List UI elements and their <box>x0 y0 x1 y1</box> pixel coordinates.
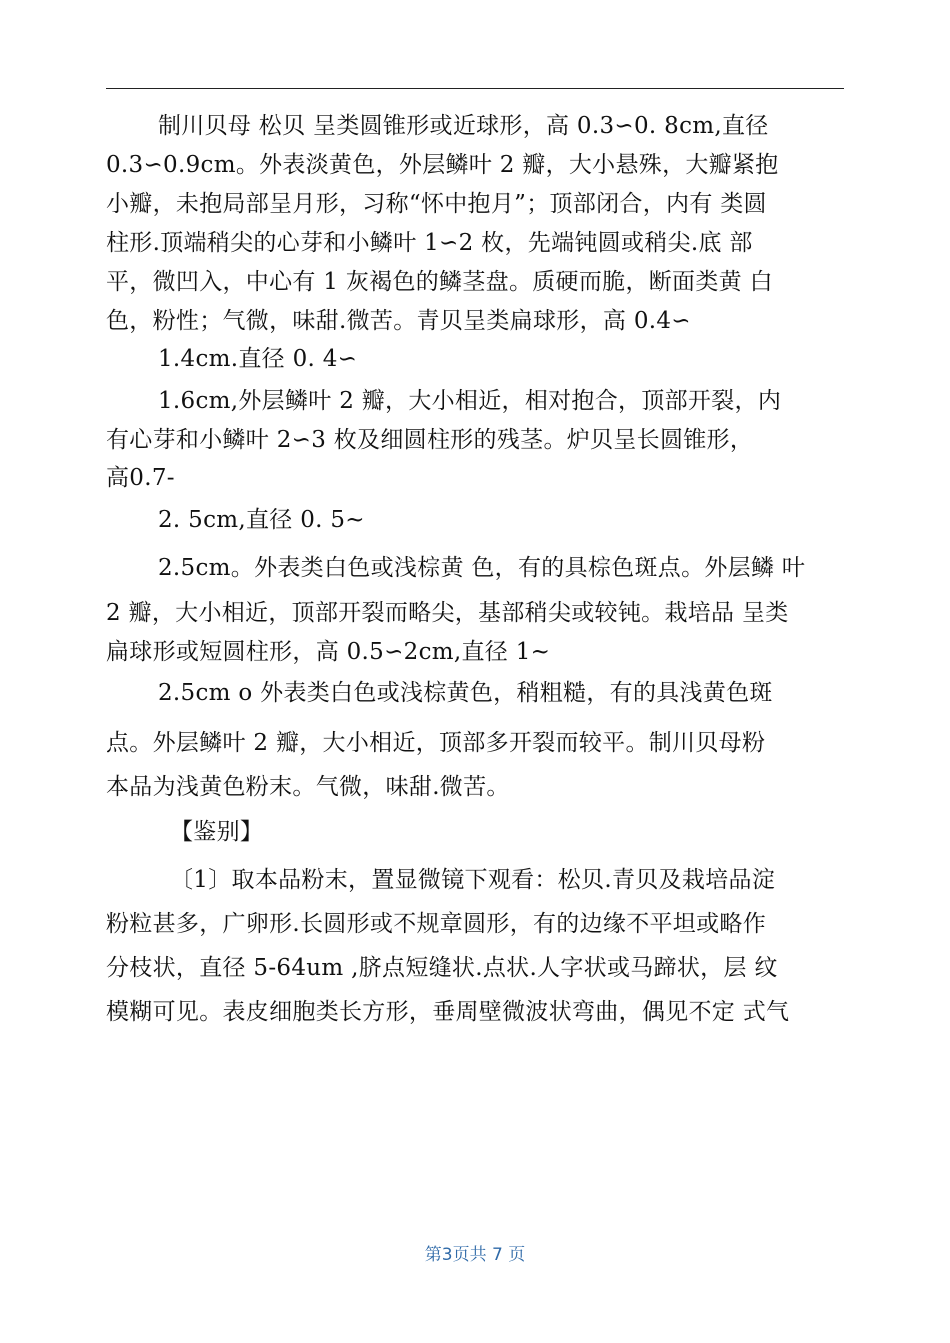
text-line: 〔1〕取本品粉末，置显微镜下观看：松贝.青贝及栽培品淀 <box>170 867 776 893</box>
text-line: 模糊可见。表皮细胞类长方形，垂周壁微波状弯曲，偶见不定 式气 <box>106 999 790 1025</box>
text-line: 制川贝母 松贝 呈类圆锥形或近球形，高 0.3∽0. 8cm,直径 <box>158 113 769 139</box>
text-line: 色，粉性；气微，味甜.微苦。青贝呈类扁球形，高 0.4∽ <box>106 308 691 334</box>
text-line: 1.6cm,外层鳞叶 2 瓣，大小相近，相对抱合，顶部开裂，内 <box>158 388 782 414</box>
text-line: 柱形.顶端稍尖的心芽和小鳞叶 1∽2 枚，先端钝圆或稍尖.底 部 <box>106 230 753 256</box>
text-line: 2.5cm。外表类白色或浅棕黄 色，有的具棕色斑点。外层鳞 叶 <box>158 555 806 581</box>
text-line: 粉粒甚多，广卵形.长圆形或不规章圆形，有的边缘不平坦或略作 <box>106 911 767 937</box>
text-line: 2 瓣，大小相近，顶部开裂而略尖，基部稍尖或较钝。栽培品 呈类 <box>106 600 789 626</box>
text-line: 平，微凹入，中心有 1 灰褐色的鳞茎盘。质硬而脆，断面类黄 白 <box>106 269 773 295</box>
text-line: 2. 5cm,直径 0. 5~ <box>158 507 365 533</box>
page-footer <box>0 1243 950 1267</box>
header-rule <box>106 88 844 89</box>
text-line: 1.4cm.直径 0. 4∽ <box>158 346 358 372</box>
text-line: 0.3∽0.9cm。外表淡黄色，外层鳞叶 2 瓣，大小悬殊，大瓣紧抱 <box>106 152 779 178</box>
text-line: 本品为浅黄色粉末。气微，味甜.微苦。 <box>106 774 510 800</box>
text-line: 2.5cm o 外表类白色或浅棕黄色，稍粗糙，有的具浅黄色斑 <box>158 680 773 706</box>
text-line: 小瓣，未抱局部呈月形，习称“怀中抱月”；顶部闭合，内有 类圆 <box>106 191 767 217</box>
text-line: 高0.7- <box>106 465 175 491</box>
text-line: 有心芽和小鳞叶 2∽3 枚及细圆柱形的残茎。炉贝呈长圆锥形， <box>106 427 754 453</box>
page-number: 第3页共 7 页 <box>424 1245 526 1265</box>
text-line: 分枝状，直径 5-64um ,脐点短缝状.点状.人字状或马蹄状，层 纹 <box>106 955 778 981</box>
text-line: 扁球形或短圆柱形，高 0.5∽2cm,直径 1~ <box>106 639 551 665</box>
section-heading: 【鉴别】 <box>170 819 264 845</box>
text-line: 点。外层鳞叶 2 瓣，大小相近，顶部多开裂而较平。制川贝母粉 <box>106 730 766 756</box>
